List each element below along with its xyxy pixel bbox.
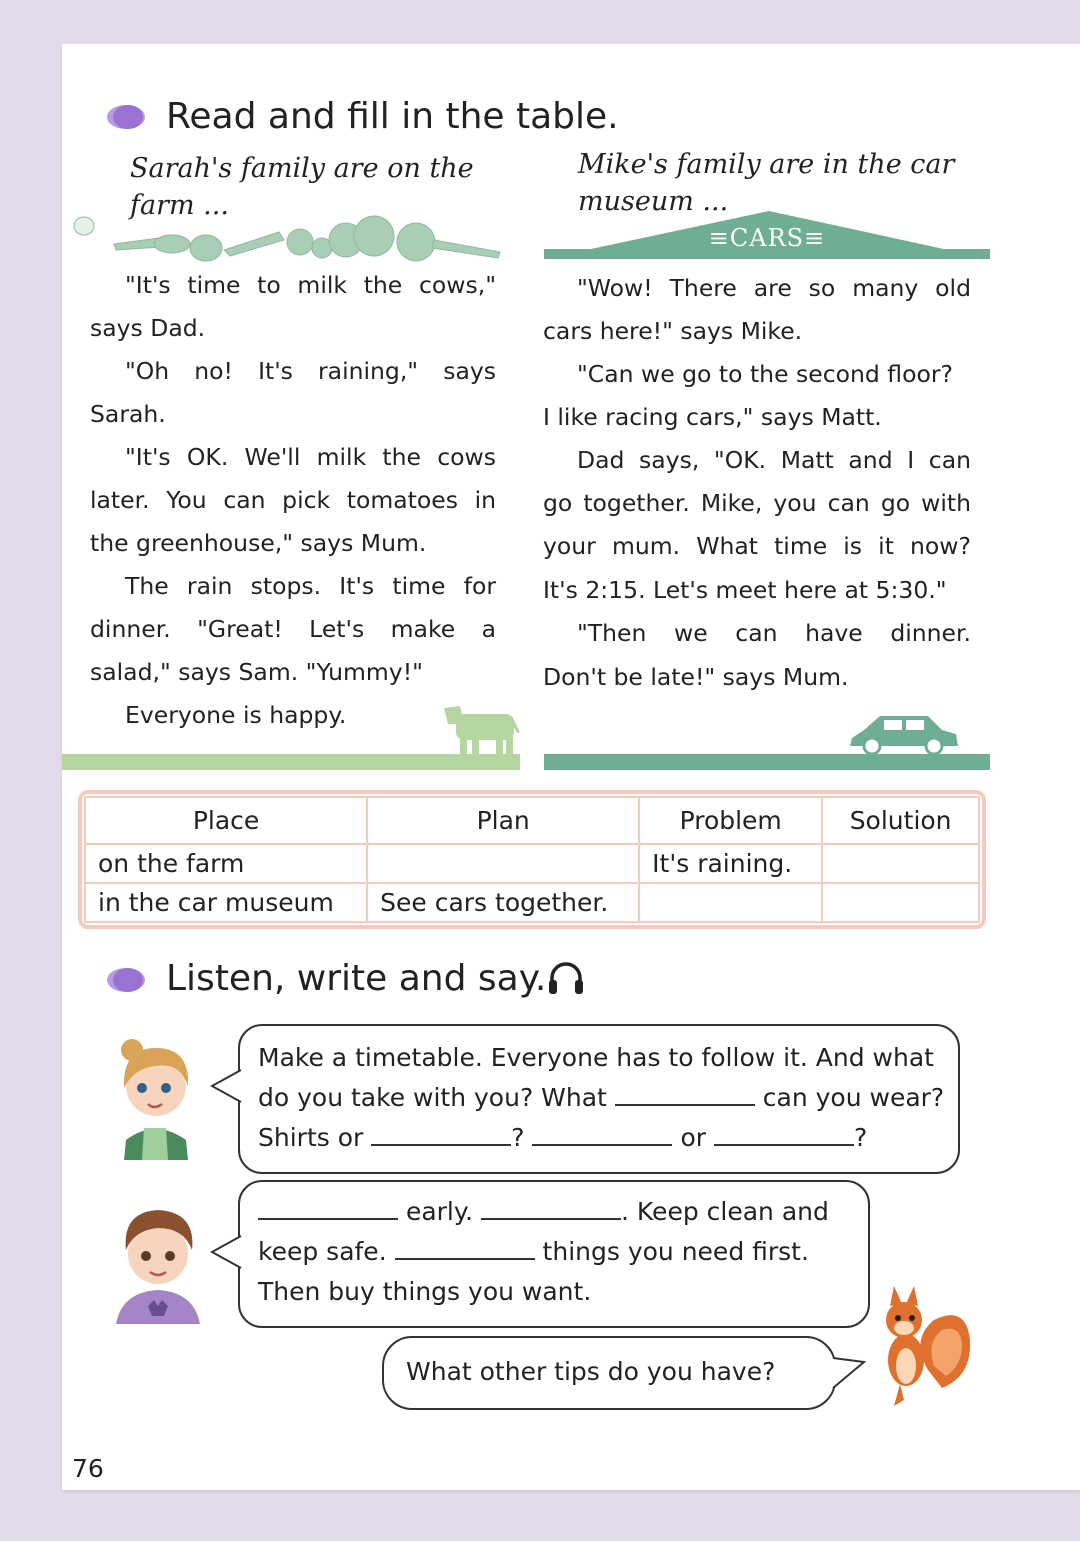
story-line: I like racing cars," says Matt. [543, 403, 882, 431]
story-line: the greenhouse," says Mum. [90, 529, 427, 557]
answer-blank[interactable] [371, 1122, 511, 1146]
cars-sign: ≡CARS≡ [708, 224, 826, 252]
table-row [85, 883, 979, 922]
table-cell: in the car museum [85, 883, 367, 922]
farm-story [90, 270, 496, 740]
bubble-line [258, 1276, 591, 1308]
story-line: The rain stops. It's time for [125, 572, 496, 600]
answer-blank[interactable] [532, 1122, 672, 1146]
question-mark: ? [511, 1123, 525, 1152]
story-line: "Can we go to the second floor? [577, 360, 953, 388]
farm-ground [62, 754, 520, 770]
museum-intro-line: museum ... [578, 186, 729, 217]
story-line: "Then we can have dinner. [577, 619, 971, 647]
bubble-text: keep safe. [258, 1237, 387, 1266]
squirrel-icon [870, 1280, 974, 1410]
table-cell-blank[interactable] [822, 844, 979, 883]
bubble-text: Then buy things you want. [258, 1277, 592, 1306]
speech-bubble-girl [238, 1024, 960, 1174]
vegetables-illustration [64, 206, 504, 268]
question-mark: ? [853, 1123, 868, 1152]
bubble-text: Shirts or [258, 1123, 364, 1152]
story-line: go together. Mike, you can go with [543, 489, 971, 517]
story-line: Everyone is happy. [125, 701, 347, 729]
speech-bubble-boy [238, 1180, 870, 1328]
story-line: Don't be late!" says Mum. [543, 663, 849, 691]
story-line: dinner. "Great! Let's make a [90, 615, 496, 643]
story-line: "It's OK. We'll milk the cows [125, 443, 496, 471]
bubble-line [258, 1196, 829, 1228]
bubble-text: early. [405, 1197, 474, 1226]
bubble-text: . Keep clean and [621, 1197, 829, 1226]
table-cell-blank[interactable] [367, 844, 639, 883]
farm-intro-line: Sarah's family are on the [130, 153, 474, 184]
bubble-text: do you take with you? What [258, 1083, 607, 1112]
headphones-icon[interactable] [546, 958, 586, 998]
table-cell: See cars together. [367, 883, 639, 922]
story-line: It's 2:15. Let's meet here at 5:30." [543, 576, 947, 604]
museum-intro-line: Mike's family are in the car [578, 149, 955, 180]
bubble-line [258, 1042, 934, 1074]
bubble-line [406, 1356, 775, 1388]
table-header-problem: Problem [639, 797, 822, 844]
story-line: salad," says Sam. "Yummy!" [90, 658, 423, 686]
girl-avatar [106, 1028, 204, 1160]
section-heading-read: Read and fill in the table. [166, 96, 619, 137]
table-header-plan: Plan [367, 797, 639, 844]
bubble-text: Make a timetable. Everyone has to follow it. And what [258, 1043, 934, 1072]
story-line: later. You can pick tomatoes in [90, 486, 496, 514]
bubble-text: or [680, 1123, 707, 1152]
story-line: "Wow! There are so many old [577, 274, 971, 302]
answer-blank[interactable] [714, 1122, 854, 1146]
story-line: your mum. What time is it now? [543, 532, 971, 560]
boy-avatar [112, 1194, 204, 1324]
bubble-tail [832, 1356, 866, 1390]
table-header-solution: Solution [822, 797, 979, 844]
section-heading-listen: Listen, write and say. [166, 958, 547, 999]
bubble-tail [210, 1234, 242, 1270]
fill-in-table [78, 790, 986, 929]
bubble-line [258, 1122, 867, 1154]
car-icon [846, 712, 962, 756]
bubble-line [258, 1236, 809, 1268]
table-header-place: Place [85, 797, 367, 844]
table-row [85, 844, 979, 883]
speech-bubble-squirrel [382, 1336, 836, 1410]
answer-blank[interactable] [481, 1196, 621, 1220]
answer-blank[interactable] [615, 1082, 755, 1106]
answer-blank[interactable] [258, 1196, 398, 1220]
table-cell: on the farm [85, 844, 367, 883]
purple-bullet-icon [106, 967, 146, 993]
textbook-page [62, 44, 1080, 1490]
cow-icon [442, 702, 522, 758]
story-line: Dad says, "OK. Matt and I can [577, 446, 971, 474]
bubble-text: What other tips do you have? [406, 1357, 776, 1386]
story-line: Sarah. [90, 400, 166, 428]
bubble-line [258, 1082, 944, 1114]
story-line: "It's time to milk the cows," [125, 271, 496, 299]
table-cell: It's raining. [639, 844, 822, 883]
museum-story [543, 273, 971, 693]
farm-intro-line: farm ... [130, 190, 229, 221]
page-number: 76 [72, 1454, 104, 1483]
answer-blank[interactable] [395, 1236, 535, 1260]
story-line: says Dad. [90, 314, 206, 342]
bubble-text: can you wear? [762, 1083, 945, 1112]
museum-floor [544, 754, 990, 770]
bubble-tail [210, 1068, 242, 1104]
story-line: cars here!" says Mike. [543, 317, 803, 345]
bubble-text: things you need first. [542, 1237, 809, 1266]
purple-bullet-icon [106, 104, 146, 130]
table-cell-blank[interactable] [639, 883, 822, 922]
story-line: "Oh no! It's raining," says [125, 357, 496, 385]
table-cell-blank[interactable] [822, 883, 979, 922]
